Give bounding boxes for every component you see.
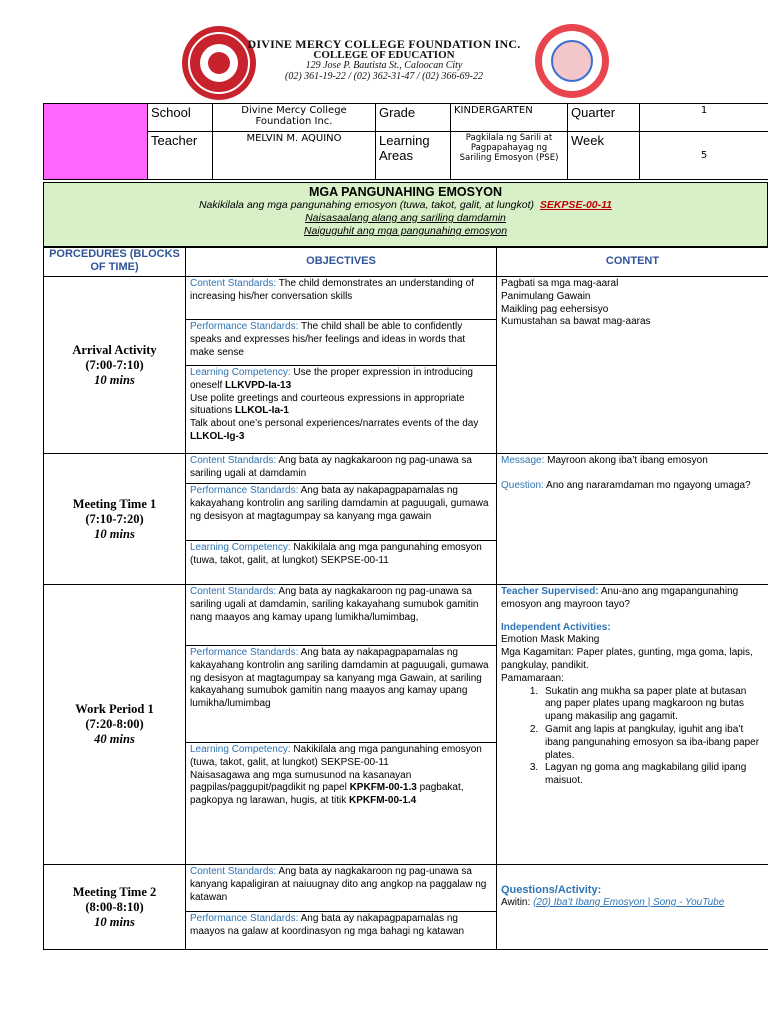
topic-line-3: Naiguguhit ang mga pangunahing emosyon — [303, 225, 508, 237]
week-label: Week — [568, 132, 640, 180]
meeting2-content-standards: Content Standards: Ang bata ay nagkakaroon ng pag-unawa sa kanyang kapaligiran at naiuugnay dito ang angkop na paggalaw ng katawan — [186, 865, 497, 912]
arrival-content-standards: Content Standards: The child demonstrates an understanding of increasing his/her conversation skills — [186, 277, 497, 320]
teacher-value: MELVIN M. AQUINO — [213, 132, 376, 180]
arrival-content: Pagbati sa mga mag-aaral Panimulang Gawain Maikling pag eehersisyo Kumustahan sa bawat mag-aaras — [497, 277, 768, 454]
meeting2-performance-standards: Performance Standards: Ang bata ay nakapagpapamalas ng maayos na galaw at koordinasyon ng mga bahagi ng katawan — [186, 912, 497, 950]
learning-areas-value: Pagkilala ng Sarili at Pagpapahayag ng Sariling Emosyon (PSE) — [451, 132, 568, 180]
work1-performance-standards: Performance Standards: Ang bata ay nakapagpapamalas ng kakayahang kontrolin ang sariling damdamin at paguugali, gumawa ng desisyon at magtagumpay sa kanyang mga Gawain, at sariling kakayahang sumubok gamitin nang maayos ang kamay upang lumikha/lumimbag — [186, 646, 497, 743]
learning-areas-label: Learning Areas — [376, 132, 451, 180]
work1-procedure: Work Period 1 (7:20-8:00) 40 mins — [44, 585, 186, 865]
objectives-header: OBJECTIVES — [186, 247, 497, 277]
info-table — [43, 103, 768, 180]
song-link[interactable]: (20) Iba’t Ibang Emosyon | Song - YouTube — [533, 896, 725, 908]
college-name: COLLEGE OF EDUCATION — [313, 49, 455, 61]
work1-learning-competency: Learning Competency: Nakikilala ang mga pangunahing emosyon (tuwa, takot, galit, at lungkot) SEKPSE-00-11 Naisasagawa ang mga sumusunod na kasanayan pagpilas/paggupit/pagdikit ng papel KPKFM-00-1.3 pagbakat, pagkopya ng larawan, hugis, at titik KPKFM-00-1.4 — [186, 743, 497, 865]
institution-name: DIVINE MERCY COLLEGE FOUNDATION INC. — [247, 37, 521, 51]
phone-numbers: (02) 361-19-22 / (02) 362-31-47 / (02) 366-69-22 — [284, 71, 484, 82]
address: 129 Jose P. Bautista St., Caloocan City — [305, 60, 463, 71]
color-swatch — [44, 104, 148, 180]
meeting1-procedure: Meeting Time 1 (7:10-7:20) 10 mins — [44, 454, 186, 585]
letterhead — [0, 0, 768, 100]
arrival-learning-competency: Learning Competency: Use the proper expression in introducing oneself LLKVPD-Ia-13 Use polite greetings and courteous expressions in appropriate situations LLKOL-Ia-1 Talk about one’s personal experiences/narrates events of the day LLKOL-Ig-3 — [186, 366, 497, 454]
school-value: Divine Mercy College Foundation Inc. — [213, 104, 376, 132]
topic-code: SEKPSE-00-11 — [539, 199, 613, 211]
work1-content: Teacher Supervised: Anu-ano ang mgapangunahing emosyon ang mayroon tayo? Independent Activities: Emotion Mask Making Mga Kagamitan: Paper plates, gunting, mga goma, lapis, pangkulay, pandikit. Pamamaraan: 1. Sukatin ang mukha sa paper plate at butasan ang paper plates upang magkaroon ng butas upang makasilip ang gagamit. 2. Gamit ang lapis at pangkulay, iguhit ang iba’t ibang pangunahing emosyon sa iba-ibang paper plates. 3. Lagyan ng goma ang magkabilang gilid ipang maisuot. — [497, 585, 768, 865]
school-label: School — [148, 104, 213, 132]
work1-steps — [501, 686, 764, 788]
work1-content-standards: Content Standards: Ang bata ay nagkakaroon ng pag-unawa sa sariling ugali at damdamin, sariling kakayahang sumubok gamitin nang maayos ang kamay upang lumikha/lumimbag, — [186, 585, 497, 646]
quarter-label: Quarter — [568, 104, 640, 132]
topic-banner — [43, 182, 768, 248]
grade-label: Grade — [376, 104, 451, 132]
teacher-label: Teacher — [148, 132, 213, 180]
meeting2-content: Questions/Activity: Awitin: (20) Iba’t Ibang Emosyon | Song - YouTube — [497, 865, 768, 950]
topic-title: MGA PANGUNAHING EMOSYON — [308, 185, 503, 199]
meeting1-content: Message: Mayroon akong iba’t ibang emosyon Question: Ano ang nararamdaman mo ngayong umaga? — [497, 454, 768, 585]
arrival-procedure: Arrival Activity (7:00-7:10) 10 mins — [44, 277, 186, 454]
grade-value: KINDERGARTEN — [451, 104, 568, 132]
list-item: 3. Lagyan ng goma ang magkabilang gilid ipang maisuot. — [541, 762, 764, 788]
arrival-performance-standards: Performance Standards: The child shall be able to confidently speaks and expresses his/her feelings and ideas in words that make sense — [186, 320, 497, 366]
topic-line-2: Naisasaalang alang ang sariling damdamin — [305, 212, 506, 224]
meeting1-content-standards: Content Standards: Ang bata ay nagkakaroon ng pag-unawa sa sariling ugali at damdamin — [186, 454, 497, 484]
week-value: 5 — [640, 132, 768, 180]
lesson-plan-table — [43, 246, 768, 950]
procedures-header: PORCEDURES (BLOCKS OF TIME) — [44, 247, 186, 277]
topic-line-1: Nakikilala ang mga pangunahing emosyon (tuwa, takot, galit, at lungkot) SEKPSE-00-11 — [198, 199, 613, 211]
quarter-value: 1 — [640, 104, 768, 132]
list-item: 2. Gamit ang lapis at pangkulay, iguhit ang iba’t ibang pangunahing emosyon sa iba-ibang paper plates. — [541, 724, 764, 762]
meeting2-procedure: Meeting Time 2 (8:00-8:10) 10 mins — [44, 865, 186, 950]
meeting1-performance-standards: Performance Standards: Ang bata ay nakapagpapamalas ng kakayahang kontrolin ang sariling damdamin at paguugali, gumawa ng desisyon at magtagumpay sa kanyang mga gawain — [186, 484, 497, 541]
content-header: CONTENT — [497, 247, 768, 277]
list-item: 1. Sukatin ang mukha sa paper plate at butasan ang paper plates upang magkaroon ng butas upang makasilip ang gagamit. — [541, 686, 764, 724]
meeting1-learning-competency: Learning Competency: Nakikilala ang mga pangunahing emosyon (tuwa, takot, galit, at lungkot) SEKPSE-00-11 — [186, 541, 497, 585]
